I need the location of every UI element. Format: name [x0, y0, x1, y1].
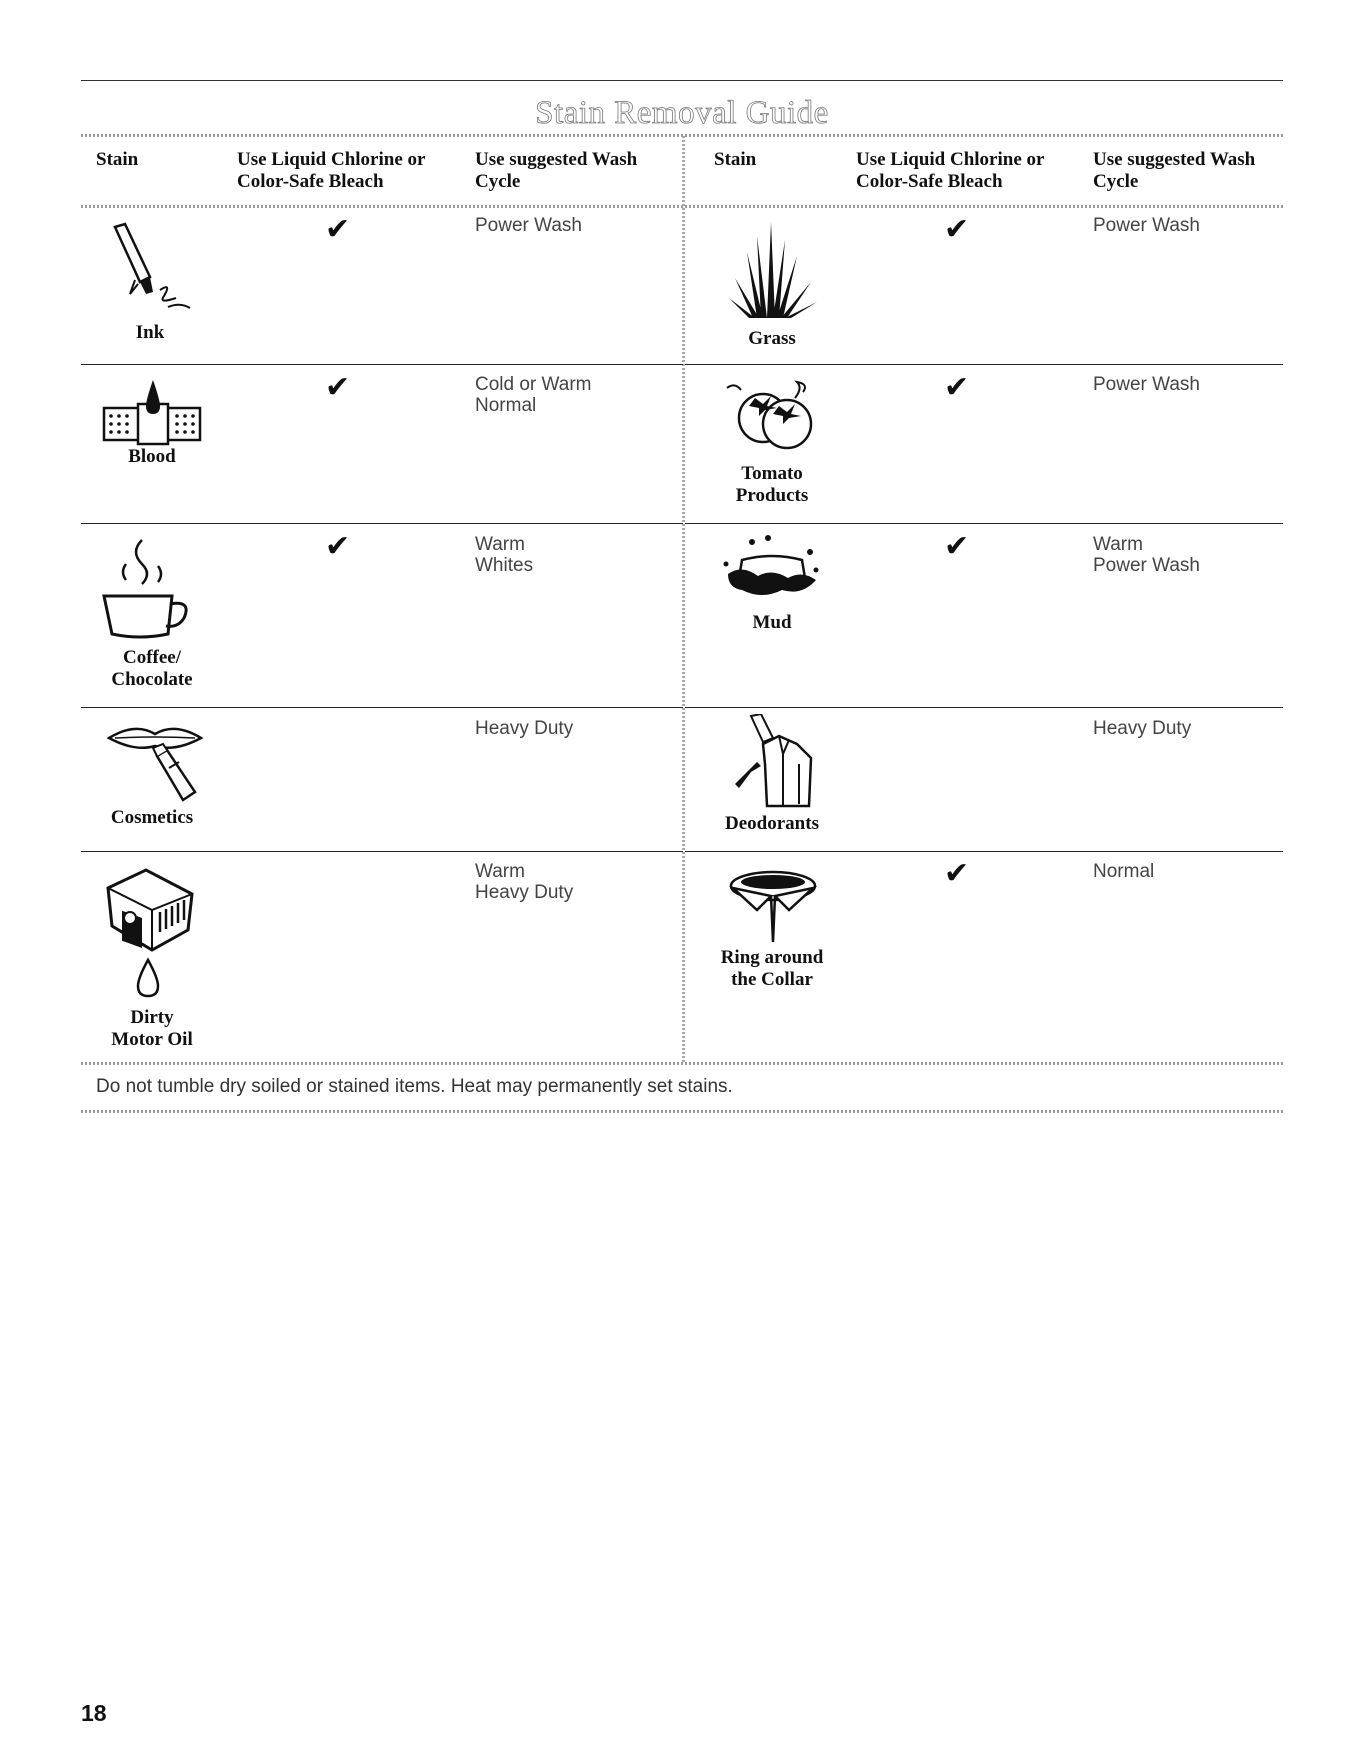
- row-rule: [81, 364, 683, 365]
- cycle-coffee: Warm Whites: [475, 534, 534, 576]
- cycle-mud: Warm Power Wash: [1093, 534, 1200, 576]
- cycle-cosmetics: Heavy Duty: [475, 718, 574, 739]
- deodorant-shirt-icon: [727, 714, 817, 810]
- row-rule: [685, 364, 1283, 365]
- page-title: Stain Removal Guide: [535, 95, 829, 131]
- row-rule: [685, 523, 1283, 524]
- header-bleach-left: Use Liquid Chlorine or Color-Safe Bleach: [237, 149, 426, 192]
- check-mark: ✔: [944, 856, 970, 891]
- cycle-tomato: Power Wash: [1093, 374, 1200, 395]
- row-rule: [81, 523, 683, 524]
- tomato-icon: [725, 378, 825, 454]
- row-rule: [685, 707, 1283, 708]
- footnote: Do not tumble dry soiled or stained items. Heat may permanently set stains.: [96, 1076, 733, 1097]
- cycle-deodorants: Heavy Duty: [1093, 718, 1192, 739]
- column-divider: [682, 136, 685, 1064]
- cycle-grass: Power Wash: [1093, 215, 1200, 236]
- lipstick-icon: [105, 722, 205, 804]
- header-stain-right: Stain: [714, 149, 757, 170]
- collar-icon: [727, 866, 819, 944]
- check-mark: ✔: [325, 529, 351, 564]
- table-bottom-stipple: [81, 1062, 1283, 1065]
- header-stain-left: Stain: [96, 149, 139, 170]
- cycle-ink: Power Wash: [475, 215, 582, 236]
- header-cycle-right: Use suggested Wash Cycle: [1093, 149, 1256, 192]
- row-rule: [685, 851, 1283, 852]
- stain-label-motor-oil: Dirty Motor Oil: [111, 1007, 193, 1050]
- stain-label-ink: Ink: [135, 322, 165, 343]
- stain-label-grass: Grass: [748, 328, 796, 349]
- row-rule: [81, 851, 683, 852]
- stain-label-coffee: Coffee/ Chocolate: [111, 647, 193, 690]
- cycle-collar: Normal: [1093, 861, 1155, 882]
- bandage-icon: [102, 378, 202, 448]
- stain-label-tomato: Tomato Products: [735, 463, 809, 506]
- cycle-motor-oil: Warm Heavy Duty: [475, 861, 574, 903]
- check-mark: ✔: [944, 212, 970, 247]
- engine-oil-icon: [98, 866, 198, 1000]
- stain-label-collar: Ring around the Collar: [720, 947, 824, 990]
- header-bleach-right: Use Liquid Chlorine or Color-Safe Bleach: [856, 149, 1045, 192]
- check-mark: ✔: [325, 370, 351, 405]
- cycle-blood: Cold or Warm Normal: [475, 374, 592, 416]
- grass-icon: [727, 222, 817, 322]
- pen-icon: [110, 222, 200, 314]
- check-mark: ✔: [944, 529, 970, 564]
- check-mark: ✔: [944, 370, 970, 405]
- header-cycle-left: Use suggested Wash Cycle: [475, 149, 638, 192]
- row-rule: [81, 707, 683, 708]
- coffee-cup-icon: [100, 538, 200, 640]
- check-mark: ✔: [325, 212, 351, 247]
- footnote-bottom-stipple: [81, 1110, 1283, 1113]
- stain-label-cosmetics: Cosmetics: [110, 807, 194, 828]
- stain-label-blood: Blood: [128, 446, 176, 467]
- stain-label-deodorants: Deodorants: [725, 813, 819, 834]
- stain-label-mud: Mud: [752, 612, 792, 633]
- top-rule: [81, 80, 1283, 81]
- page-number: 18: [81, 1700, 107, 1726]
- mud-icon: [722, 534, 822, 606]
